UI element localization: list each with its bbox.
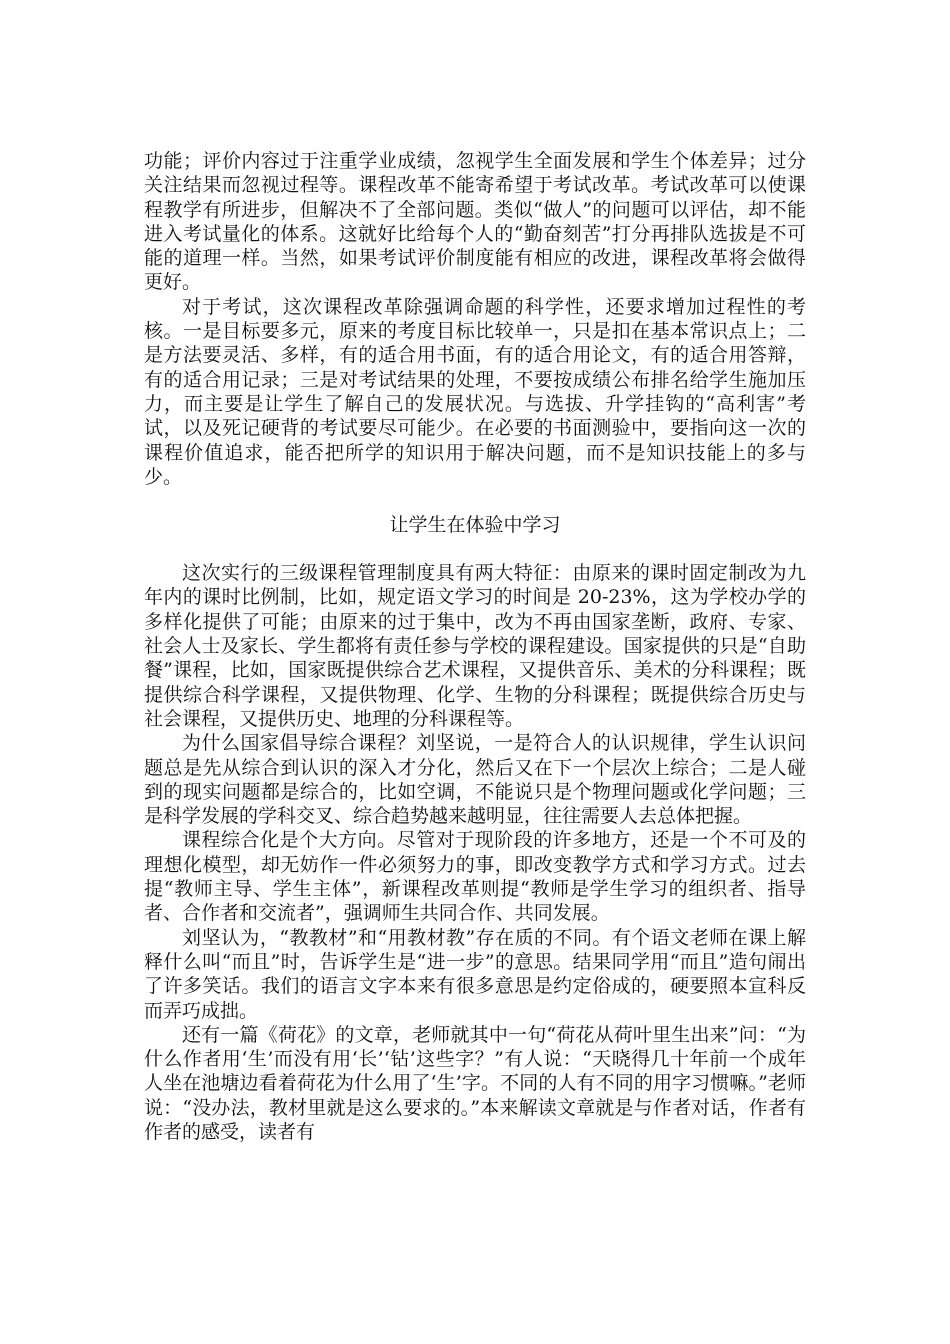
paragraph-continuation: 功能；评价内容过于注重学业成绩，忽视学生全面发展和学生个体差异；过分关注结果而忽视过程等。课程改革不能寄希望于考试改革。考试改革可以使课程教学有所进步，但解决不了全部问题。类似“做人”的问题可以评估，却不能进入考试量化的体系。这就好比给每个人的“勤奋刻苦”打分再排队选拔是不可能的道理一样。当然，如果考试评价制度能有相应的改进，课程改革将会做得更好。 [144, 150, 806, 294]
paragraph-exam-reform: 对于考试，这次课程改革除强调命题的科学性，还要求增加过程性的考核。一是目标要多元，原来的考度目标比较单一，只是扣在基本常识点上；二是方法要灵活、多样，有的适合用书面，有的适合用论文，有的适合用答辩，有的适合用记录；三是对考试结果的处理，不要按成绩公布排名给学生施加压力，而主要是让学生了解自己的发展状况。与选拔、升学挂钩的“高利害”考试，以及死记硬背的考试要尽可能少。在必要的书面测验中，要指向这一次的课程价值追求，能否把所学的知识用于解决问题，而不是知识技能上的多与少。 [144, 295, 806, 488]
paragraph-curriculum-management: 这次实行的三级课程管理制度具有两大特征：由原来的课时固定制改为九年内的课时比例制，比如，规定语文学习的时间是 20-23%，这为学校办学的多样化提供了可能；由原来的过于集中，改为不再由国家垄断，政府、专家、社会人士及家长、学生都将有责任参与学校的课程建设。国家提供的只是“自助餐”课程，比如，国家既提供综合艺术课程，又提供音乐、美术的分科课程；既提供综合科学课程，又提供物理、化学、生物的分科课程；既提供综合历史与社会课程，又提供历史、地理的分科课程等。 [144, 562, 806, 730]
paragraph-integrated-curriculum: 为什么国家倡导综合课程？刘坚说，一是符合人的认识规律，学生认识问题总是先从综合到认识的深入才分化，然后又在下一个层次上综合；二是人碰到的现实问题都是综合的，比如空调，不能说只是个物理问题或化学问题；三是科学发展的学科交叉、综合趋势越来越明显，往往需要人去总体把握。 [144, 732, 806, 828]
section-heading: 让学生在体验中学习 [389, 514, 561, 537]
paragraph-teaching-materials: 刘坚认为，“教教材”和“用教材教”存在质的不同。有个语文老师在课上解释什么叫“而且”时，告诉学生是“进一步”的意思。结果同学用“而且”造句闹出了许多笑话。我们的语言文字本来有很多意思是约定俗成的，硬要照本宣科反而弄巧成拙。 [144, 926, 806, 1022]
paragraph-integration-direction: 课程综合化是个大方向。尽管对于现阶段的许多地方，还是一个不可及的理想化模型，却无妨作一件必须努力的事，即改变教学方式和学习方式。过去提“教师主导、学生主体”，新课程改革则提“教师是学生学习的组织者、指导者、合作者和交流者”，强调师生共同合作、共同发展。 [144, 829, 806, 925]
document-page [144, 149, 806, 1144]
paragraph-lotus-example: 还有一篇《荷花》的文章，老师就其中一句“荷花从荷叶里生出来”问：“为什么作者用‘生’而没有用‘长’‘钻’这些字？”有人说：“天晓得几十年前一个成年人坐在池塘边看着荷花为什么用了‘生’字。不同的人有不同的用字习惯嘛。”老师说：“没办法，教材里就是这么要求的。”本来解读文章就是与作者对话，作者有作者的感受，读者有 [144, 1023, 806, 1143]
